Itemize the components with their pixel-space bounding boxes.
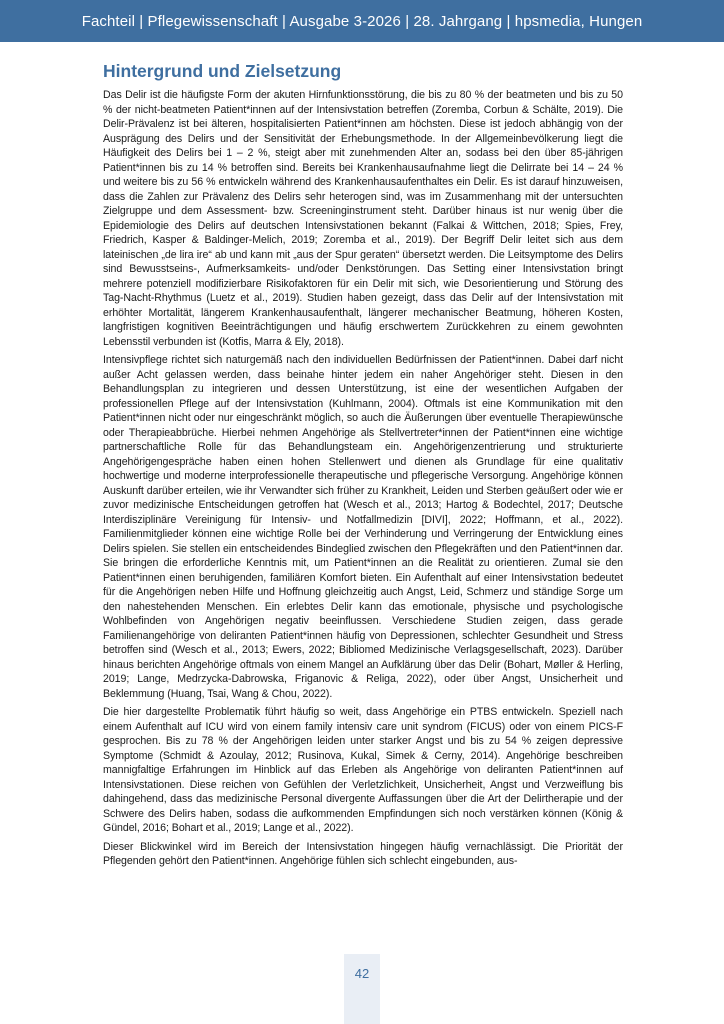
article-body	[103, 60, 623, 873]
paragraph-4: Dieser Blickwinkel wird im Bereich der Intensivstation hingegen häufig vernachlässigt. Die Priorität der Pflegenden gehört den Patient*innen. Angehörige fühlen sich schlecht eingebunden, aus-	[103, 840, 623, 867]
paragraph-1: Das Delir ist die häufigste Form der akuten Hirnfunktionsstörung, die bis zu 80 % der beatmeten und bis zu 50 % der nicht-beatmeten Patient*innen auf der Intensivstation betreffen (Zoremba, Corbun & Schälte, 2019). Die Delir-Prävalenz ist bei älteren, hospitalisierten Patient*innen am höchsten. Diese ist jedoch abhängig von der Ausprägung des Delirs und der Sensitivität der Erhebungsmethode. In der Allgemeinbevölkerung liegt die Häufigkeit des Delirs bei 1 – 2 %, steigt aber mit zunehmenden Alter an, sodass bei den über 85-jährigen Patient*innen bis zu 14 % betroffen sind. Bereits bei Krankenhausaufnahme liegt die Delirrate bei 14 – 24 % und weitere bis zu 56 % entwickeln während des Krankenhausaufenthaltes ein Delir. Es ist darauf hinzuweisen, dass die Zahlen zur Prävalenz des Delirs sehr heterogen sind, was im Zusammenhang mit der untersuchten Zielgruppe und dem Assessment- bzw. Screeninginstrument steht. Darüber hinaus ist nur wenig über die Epidemiologie des Delirs auf deutschen Intensivstationen bekannt (Falkai & Wittchen, 2018; Spies, Frey, Friedrich, Kasper & Baldinger-Melich, 2019; Zoremba et al., 2019). Der Begriff Delir leitet sich aus dem lateinischen „de lira ire“ ab und kann mit „aus der Spur geraten“ übersetzt werden. Die Leitsymptome des Delirs sind Bewusstseins-, Aufmerksamkeits- und/oder Denkstörungen. Das Setting einer Intensivstation bringt mehrere potenziell modifizierbare Risikofaktoren für ein Delir mit sich, wie Desorientierung und Störung des Tag-Nacht-Rhythmus (Luetz et al., 2019). Studien haben gezeigt, dass das Delir auf der Intensivstation mit erhöhter Mortalität, längerem Krankenhausaufenthalt, längerer mechanischer Beatmung, höheren Kosten, langfristigen kognitiven Beeinträchtigungen und häufig erschwertem Zurückkehren zu einem gewohnten Lebensstil verbunden ist (Kotfis, Marra & Ely, 2018).	[103, 89, 623, 348]
page-number-box	[344, 954, 380, 1024]
paragraph-2: Intensivpflege richtet sich naturgemäß nach den individuellen Bedürfnissen der Patient*innen. Dabei darf nicht außer Acht gelassen werden, dass beinahe hinter jedem ein naher Angehöriger steht. Diesen in den Behandlungsplan zu integrieren und dessen Unterstützung, ist eine der wesentlichen Aufgaben der professionellen Pflege auf der Intensivstation (Kuhlmann, 2004). Oftmals ist eine Kommunikation mit den Patient*innen nicht oder nur eingeschränkt möglich, so auch die Äußerungen über eventuelle Therapiewünsche oder Therapieabbrüche. Hierbei nehmen Angehörige als Stellvertreter*innen der Patient*innen eine wichtige partnerschaftliche Rolle für das Behandlungsteam ein. Angehörigenzentrierung und strukturierte Angehörigengespräche haben einen hohen Stellenwert und dienen als Grundlage für eine qualitativ hochwertige und moderne interprofessionelle therapeutische und pflegerische Versorgung. Angehörige können Auskunft darüber erteilen, wie ihr Verwandter sich früher zu Krankheit, Leiden und Sterben geäußert oder wie er zuvor medizinische Entscheidungen getroffen hat (Wesch et al., 2013; Hartog & Bodechtel, 2017; Deutsche Interdisziplinäre Vereinigung für Intensiv- und Notfallmedizin [DIVI], 2022; Hoffmann, et al., 2022). Familienmitglieder können eine wichtige Rolle bei der Verhinderung und Verringerung der Entwicklung eines Delirs spielen. Sie stellen ein entscheidendes Bindeglied zwischen den Pflegekräften und den Patient*innen dar. Sie bringen die erforderliche Kenntnis mit, um Patient*innen an die Realität zu orientieren. Zumal sie den Patient*innen einen beruhigenden, familiären Komfort bieten. Ein Aufenthalt auf einer Intensivstation bedeutet für die Angehörigen neben Hilfe und Hoffnung gleichzeitig auch Angst, Leid, Schmerz und ständige Sorge um den nahestehenden Menschen. Ein erlebtes Delir kann das emotionale, physische und psychologische Wohlbefinden von Angehörigen negativ beeinflussen. Verschiedene Studien zeigen, dass gerade Familienangehörige von deliranten Patient*innen häufig von Depressionen, schlechter Gesundheit und Stress betroffen sind (Wesch et al., 2013; Ewers, 2022; Bibliomed Medizinische Verlagsgesellschaft, 2023). Darüber hinaus berichten Angehörige oftmals von einem Mangel an Aufklärung über das Delir (Bohart, Møller & Herling, 2019; Lange, Medrzycka-Dabrowska, Friganovic & Religa, 2022), oder über Angst, Unsicherheit und Beklemmung (Huang, Tsai, Wang & Chou, 2022).	[103, 354, 623, 700]
page-number: 42	[354, 966, 370, 981]
header-text: Fachteil | Pflegewissenschaft | Ausgabe 3-2026 | 28. Jahrgang | hpsmedia, Hungen	[81, 12, 643, 30]
header-bar	[0, 0, 724, 42]
section-heading: Hintergrund und Zielsetzung	[103, 61, 342, 81]
paragraph-3: Die hier dargestellte Problematik führt häufig so weit, dass Angehörige ein PTBS entwickeln. Speziell nach einem Aufenthalt auf ICU wird von einem family intensiv care unit syndrom (FICUS) oder von einem PICS-F gesprochen. Bis zu 78 % der Angehörigen leiden unter starker Angst und bis zu 54 % zeigen depressive Symptome (Schmidt & Azoulay, 2012; Rusinova, Kukal, Simek & Cerny, 2014). Angehörige beschreiben mannigfaltige Erfahrungen im Hinblick auf das Erleben als Angehörige von deliranten Patient*innen auf Intensivstationen. Diese reichen von Gefühlen der Verletzlichkeit, Unsicherheit, Angst und Verzweiflung bis dahingehend, dass das medizinische Personal divergente Auffassungen über die Art der Delirtherapie und der Schwere des Delirs haben, sodass die aufkommenden Empfindungen sich noch verstärken können (König & Gündel, 2016; Bohart et al., 2019; Lange et al., 2022).	[103, 706, 623, 834]
